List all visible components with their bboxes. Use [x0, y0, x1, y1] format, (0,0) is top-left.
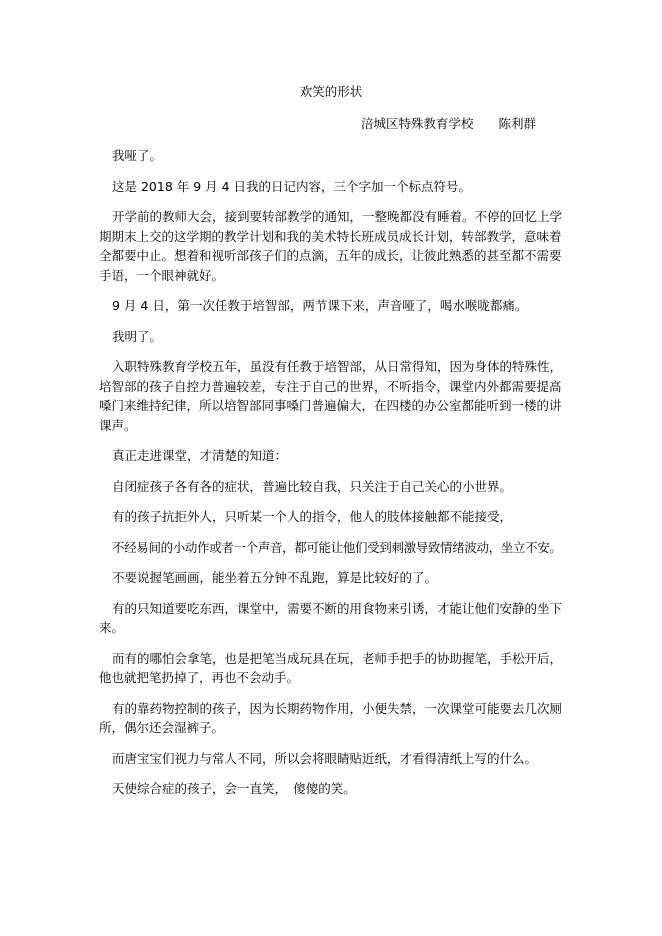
paragraph-12: 有的只知道要吃东西，课堂中，需要不断的用食物来引诱，才能让他们安静的坐下来。 — [99, 600, 563, 635]
paragraph-13: 而有的哪怕会拿笔，也是把笔当成玩具在玩，老师手把手的协助握笔，手松开后，他也就把笔扔掉了，再也不会动手。 — [99, 650, 563, 685]
document-title: 欢笑的形状 — [299, 84, 363, 99]
paragraph-16: 天使综合症的孩子，会一直笑， 傻傻的笑。 — [112, 781, 356, 796]
author-byline: 涪城区特殊教育学校 陈利群 — [361, 116, 537, 131]
paragraph-15: 而唐宝宝们视力与常人不同，所以会将眼睛贴近纸，才看得清纸上写的什么。 — [112, 750, 538, 766]
document-body — [99, 146, 571, 810]
paragraph-2: 这是 2018 年 9 月 4 日我的日记内容，三个字加一个标点符号。 — [112, 178, 472, 194]
paragraph-11: 不要说握笔画画，能坐着五分钟不乱跑，算是比较好的了。 — [112, 570, 438, 585]
paragraph-6: 入职特殊教育学校五年，虽没有任教于培智部，从日常得知，因为身体的特殊性，培智部的孩子自控力普遍较差，专注于自己的世界，不听指令，课堂内外都需要提高嗓门来维持纪律，所以培智部同事嗓门普遍偏大，在四楼的办公室都能听到一楼的讲课声。 — [99, 359, 563, 433]
paragraph-4: 9 月 4 日，第一次任教于培智部，两节课下来，声音哑了，喝水喉咙都痛。 — [112, 298, 528, 313]
paragraph-9: 有的孩子抗拒外人，只听某一个人的指令，他人的肢体接触都不能接受， — [112, 509, 513, 524]
paragraph-7: 真正走进课堂，才清楚的知道： — [112, 448, 288, 463]
paragraph-14: 有的靠药物控制的孩子，因为长期药物作用，小便失禁，一次课堂可能要去几次厕所，偶尔还会湿裤子。 — [99, 700, 563, 735]
paragraph-8: 自闭症孩子各有各的症状，普遍比较自我，只关注于自己关心的小世界。 — [112, 478, 513, 494]
paragraph-10: 不经易间的小动作或者一个声音，都可能让他们受到刺激导致情绪波动，坐立不安。 — [112, 539, 562, 555]
paragraph-3: 开学前的教师大会，接到要转部教学的通知，一整晚都没有睡着。不停的回忆上学期期末上交的这学期的教学计划和我的美术特长班成员成长计划，转部教学，意味着全都要中止。想着和视听部孩子们的点滴，五年的成长，让彼此熟悉的甚至都不需要手语，一个眼神就好。 — [99, 209, 563, 283]
paragraph-1: 我哑了。 — [112, 148, 163, 163]
paragraph-5: 我明了。 — [112, 328, 163, 344]
